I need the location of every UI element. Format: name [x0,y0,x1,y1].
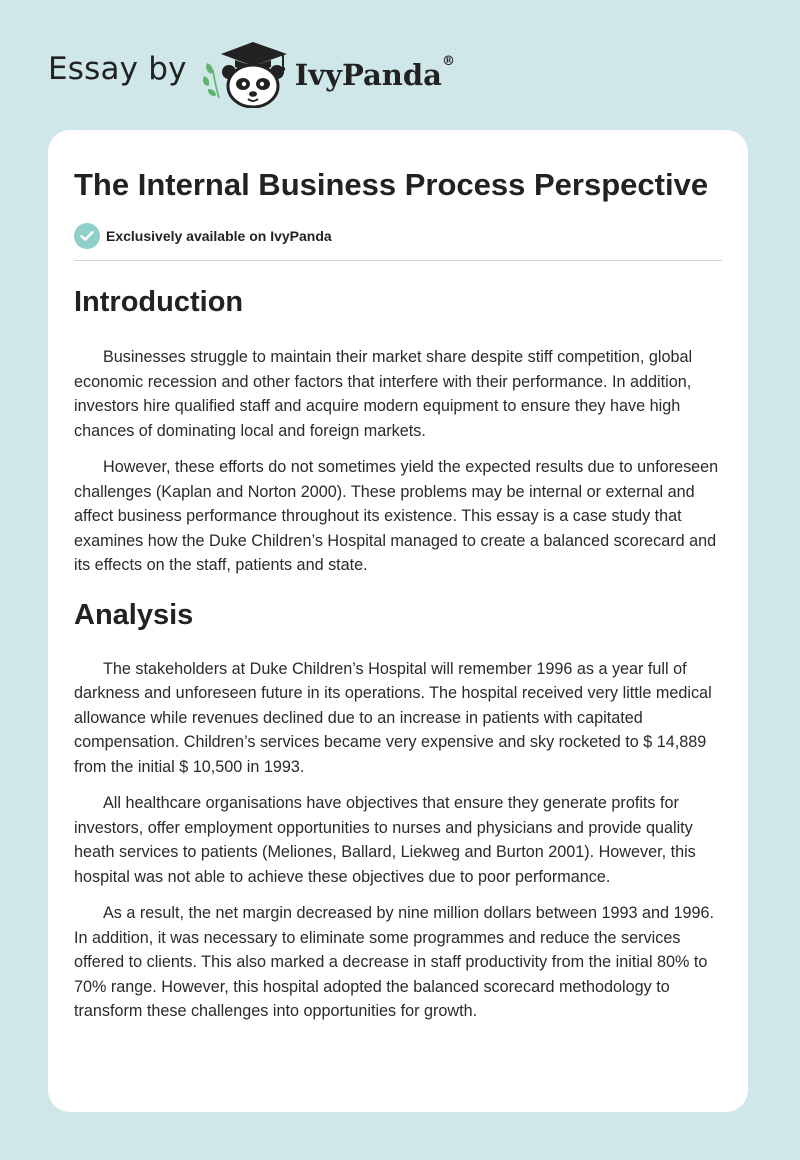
paragraph: The stakeholders at Duke Children’s Hospital will remember 1996 as a year full of darkness and unforeseen future in its operations. The hospital received very little medical allowance while revenues declined due to an increase in patients with capitated compensation. Children’s services became very expensive and sky rocketed to $ 14,889 from the initial $ 10,500 in 1993. [74,659,712,776]
site-header [48,36,455,108]
essay-card [48,130,748,1112]
paragraph: All healthcare organisations have objectives that ensure they generate profits for investors, offer employment opportunities to nurses and physicians and provide quality heath services to patients (Meliones, Ballard, Liekweg and Burton 2001). However, this hospital was not able to achieve these objectives due to poor performance. [74,794,696,886]
paragraph: As a result, the net margin decreased by nine million dollars between 1993 and 1996. In addition, it was necessary to eliminate some programmes and reduce the services offered to clients. This also marked a decrease in staff productivity from the initial 80% to 70% range. However, this hospital adopted the balanced scorecard methodology to transform these challenges into opportunities for growth. [74,904,715,1020]
section-heading: Introduction [74,286,244,318]
brand-name[interactable]: IvyPanda® [294,54,455,92]
section-heading: Analysis [74,598,194,631]
section-introduction [74,285,722,578]
registered-mark: ® [441,54,455,69]
paragraph: Businesses struggle to maintain their market share despite stiff competition, global economic recession and other factors that interfere with their performance. In addition, investors hire qualified staff and acquire modern equipment to ensure they have high chances of dominating local and foreign markets. [74,348,693,440]
panda-logo-icon[interactable] [201,36,293,108]
section-analysis [74,598,722,1024]
divider [74,260,722,261]
exclusive-badge [74,223,722,249]
paragraph: However, these efforts do not sometimes yield the expected results due to unforeseen challenges (Kaplan and Norton 2000). These problems may be internal or external and affect business performance throughout its existence. This essay is a case study that examines how the Duke Children’s Hospital managed to create a balanced scorecard and its effects on the staff, patients and state. [74,458,719,574]
exclusive-badge-text: Exclusively available on IvyPanda [106,228,332,244]
check-icon [74,223,100,249]
essay-by-label: Essay by [48,51,187,87]
essay-title: The Internal Business Process Perspective [74,167,709,202]
